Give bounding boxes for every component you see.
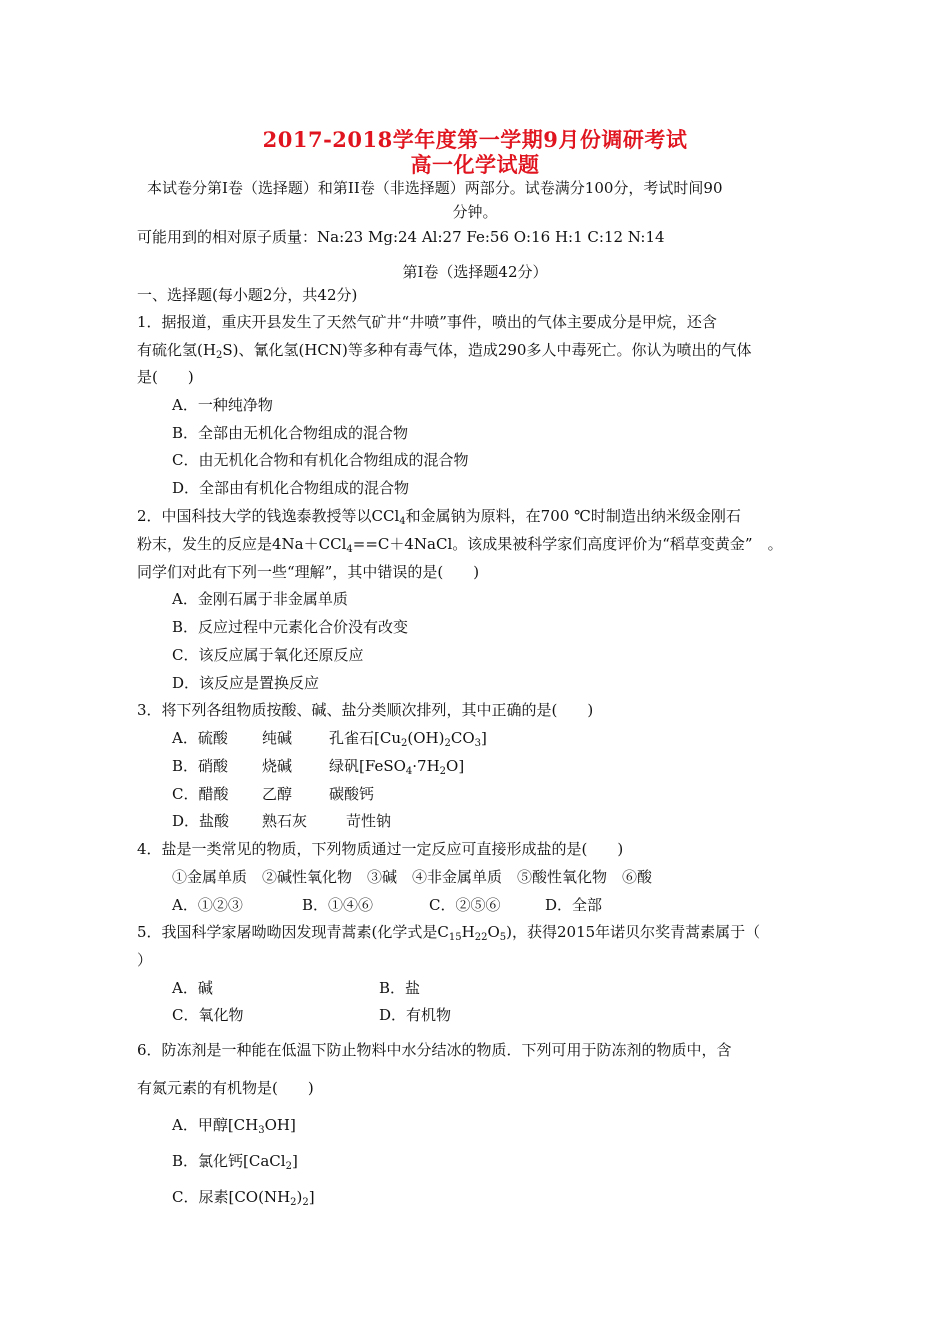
atomic-masses: 可能用到的相对原子质量：Na:23 Mg:24 Al:27 Fe:56 O:16 H:1 C:12 N:14 — [137, 228, 665, 246]
q4-items: ①金属单质 ②碱性氧化物 ③碱 ④非金属单质 ⑤酸性氧化物 ⑥酸 — [172, 868, 653, 886]
q4-stem: 4．盐是一类常见的物质，下列物质通过一定反应可直接形成盐的是( ) — [137, 840, 624, 858]
exam-title: 2017-2018学年度第一学期9月份调研考试 — [262, 127, 688, 152]
q3-stem: 3．将下列各组物质按酸、碱、盐分类顺次排列，其中正确的是( ) — [137, 701, 594, 719]
q1-option-d: D．全部由有机化合物组成的混合物 — [172, 479, 410, 497]
q6-option-a: A．甲醇$[CH_3OH]$ — [172, 1116, 296, 1136]
intro-line-2: 分钟。 — [452, 203, 498, 221]
q6-stem-line-1: 6．防冻剂是一种能在低温下防止物料中水分结冰的物质．下列可用于防冻剂的物质中，含 — [137, 1041, 732, 1059]
q5-stem-line-2: ） — [137, 951, 153, 969]
q2-stem-line-1: 2．中国科技大学的钱逸泰教授等以CCl$_4$和金属钠为原料，在700 ℃时制造出纳米级金刚石 — [137, 507, 741, 527]
q2-stem-line-2: 粉末，发生的反应是4Na＋CCl$_4$==C＋4NaCl。该成果被科学家们高度评价为“稻草变黄金” 。 — [137, 535, 783, 555]
q1-option-b: B．全部由无机化合物组成的混合物 — [172, 424, 409, 442]
section-heading: 第I卷（选择题42分） — [402, 263, 548, 281]
q6-stem-line-2: 有氮元素的有机物是( ) — [137, 1079, 314, 1097]
q2-option-d: D．该反应是置换反应 — [172, 674, 320, 692]
section-instruction: 一、选择题(每小题2分，共42分) — [137, 286, 358, 304]
intro-line-1: 本试卷分第I卷（选择题）和第II卷（非选择题）两部分。试卷满分100分，考试时间90 — [147, 179, 723, 197]
q2-option-a: A．金刚石属于非金属单质 — [172, 590, 348, 608]
q6-option-b: B．氯化钙[CaCl$_2$] — [172, 1152, 298, 1172]
q2-option-c: C．该反应属于氧化还原反应 — [172, 646, 364, 664]
q2-option-b: B．反应过程中元素化合价没有改变 — [172, 618, 409, 636]
q1-option-a: A．一种纯净物 — [172, 396, 273, 414]
exam-page: 2017-2018学年度第一学期9月份调研考试 高一化学试题 本试卷分第I卷（选择题）和第II卷（非选择题）两部分。试卷满分100分，考试时间90 分钟。 可能用到的相对原子质量：Na:23 Mg:24 Al:27 Fe:56 O:16 H:1 C:12 N:14 第I卷（选择题42分） 一、选择题(每小题2分，共42分) 1．据报道，重庆开县发生了天然气矿井“井喷”事件，喷出的气体主要成分是甲烷，还含 有硫化氢$(H_2S)$、氰化氢(HCN)等多种有毒气体，造成290多人中毒死亡。你认为喷出的气体 是( ) A．一种纯净物 B．全部由无机化合物组成的混合物 C．由无机化合物和有机化合物组成的混合物 D．全部由有机化合物组成的混合物 2．中国科技大学的钱逸泰教授等以CCl$_4$和金属钠为原料，在700 ℃时制造出纳米级金刚石 粉末，发生的反应是4Na＋CCl$_4$==C＋4NaCl。该成果被科学家们高度评价为“稻草变黄金” 。 同学们对此有下列一些“理解”，其中错误的是( ) A．金刚石属于非金属单质 B．反应过程中元素化合价没有改变 C．该反应属于氧化还原反应 D．该反应是置换反应 3．将下列各组物质按酸、碱、盐分类顺次排列，其中正确的是( ) A．硫酸 纯碱 孔雀石$[Cu_2(OH)_2CO_3]$ B．硝酸 烧碱 绿矾$[FeSO_4\cdot 7H_2O]$ C．醋酸 乙醇 碳酸钙 D．盐酸 熟石灰 苛性钠 4．盐是一类常见的物质，下列物质通过一定反应可直接形成盐的是( ) ①金属单质 ②碱性氧化物 ③碱 ④非金属单质 ⑤酸性氧化物 ⑥酸 A．①②③ B．①④⑥ C．②⑤⑥ D．全部 5．我国科学家屠呦呦因发现青蒿素(化学式是$C_{15}H_{22}O_5$)，获得2015年诺贝尔奖青蒿素属于（ ） A．碱 B．盐 C．氧化物 D．有机物 6．防冻剂是一种能在低温下防止物料中水分结冰的物质．下列可用于防冻剂的物质中，含 有氮元素的有机物是( ) A．甲醇$[CH_3OH]$ B．氯化钙[CaCl$_2$] C．尿素$[CO(NH_2)_2]$ — [0, 0, 950, 1344]
q1-stem-line-3: 是( ) — [137, 368, 194, 386]
q5-stem-line-1: 5．我国科学家屠呦呦因发现青蒿素(化学式是$C_{15}H_{22}O_5$)，获得2015年诺贝尔奖青蒿素属于（ — [137, 923, 761, 943]
q6-option-c: C．尿素$[CO(NH_2)_2]$ — [172, 1188, 315, 1208]
exam-subtitle: 高一化学试题 — [410, 152, 540, 177]
q1-option-c: C．由无机化合物和有机化合物组成的混合物 — [172, 451, 469, 469]
q1-stem-line-2: 有硫化氢$(H_2S)$、氰化氢(HCN)等多种有毒气体，造成290多人中毒死亡。你认为喷出的气体 — [137, 341, 752, 361]
q1-stem-line-1: 1．据报道，重庆开县发生了天然气矿井“井喷”事件，喷出的气体主要成分是甲烷，还含 — [137, 313, 717, 331]
q2-stem-line-3: 同学们对此有下列一些“理解”，其中错误的是( ) — [137, 563, 480, 581]
